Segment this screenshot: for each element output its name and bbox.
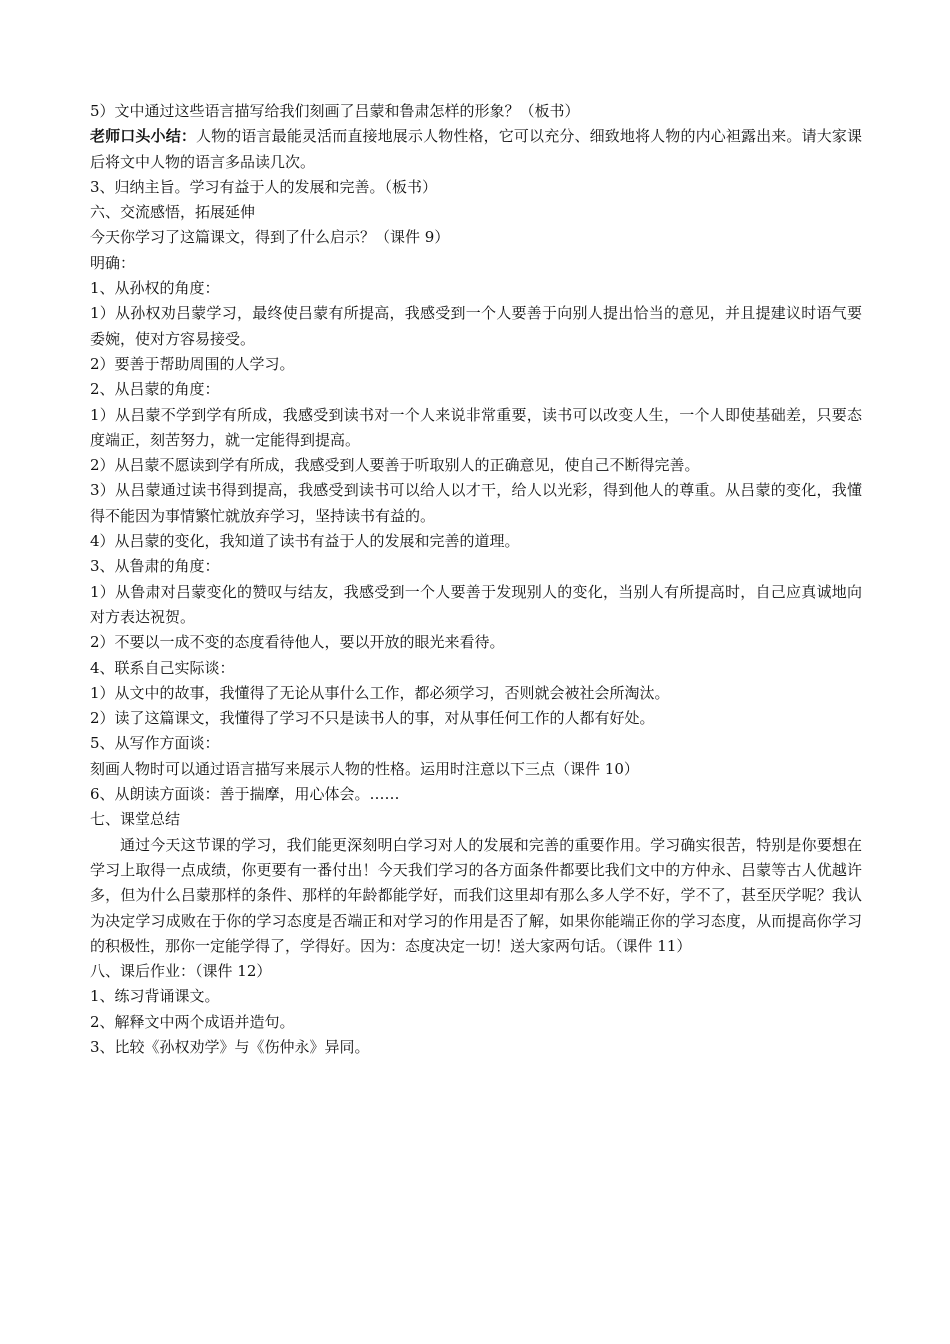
section-heading: 六、交流感悟，拓展延伸 [90, 203, 256, 222]
paragraph: 刻画人物时可以通过语言描写来展示人物的性格。运用时注意以下三点（课件 10） [90, 759, 639, 778]
subheading: 4、联系自己实际谈： [90, 658, 235, 677]
paragraph: 4）从吕蒙的变化，我知道了读书有益于人的发展和完善的道理。 [90, 532, 520, 551]
paragraph: 1）从鲁肃对吕蒙变化的赞叹与结友，我感受到一个人要善于发现别人的变化，当别人有所提高时，自己应真诚地向对方表达祝贺。 [90, 582, 862, 626]
paragraph: 1）从文中的故事，我懂得了无论从事什么工作，都必须学习，否则就会被社会所淘汰。 [90, 683, 670, 702]
paragraph: 2）从吕蒙不愿读到学有所成，我感受到人要善于听取别人的正确意见，使自己不断得完善。 [90, 456, 700, 475]
paragraph: 5）文中通过这些语言描写给我们刻画了吕蒙和鲁肃怎样的形象？（板书） [90, 102, 580, 120]
section-heading: 八、课后作业：（课件 12） [90, 962, 272, 981]
paragraph: 明确： [90, 253, 136, 272]
document-page [90, 99, 862, 1060]
teacher-summary-label: 老师口头小结： [90, 127, 196, 146]
paragraph: 今天你学习了这篇课文，得到了什么启示？（课件 9） [90, 228, 450, 247]
teacher-summary-text: 人物的语言最能灵活而直接地展示人物性格，它可以充分、细致地将人物的内心袒露出来。请大家课后将文中人物的语言多品读几次。 [90, 127, 862, 171]
section-heading: 七、课堂总结 [90, 810, 181, 829]
paragraph: 1）从吕蒙不学到学有所成，我感受到读书对一个人来说非常重要，读书可以改变人生，一个人即使基础差，只要态度端正，刻苦努力，就一定能得到提高。 [90, 405, 862, 449]
homework-item: 1、练习背诵课文。 [90, 987, 220, 1006]
paragraph: 2）要善于帮助周围的人学习。 [90, 354, 295, 373]
teacher-summary-paragraph [90, 124, 862, 175]
subheading: 3、从鲁肃的角度： [90, 557, 220, 576]
subheading: 2、从吕蒙的角度： [90, 380, 220, 399]
paragraph: 1）从孙权劝吕蒙学习，最终使吕蒙有所提高，我感受到一个人要善于向别人提出恰当的意见，并且提建议时语气要委婉，使对方容易接受。 [90, 304, 862, 348]
paragraph: 2）读了这篇课文，我懂得了学习不只是读书人的事，对从事任何工作的人都有好处。 [90, 709, 655, 728]
paragraph: 2）不要以一成不变的态度看待他人，要以开放的眼光来看待。 [90, 633, 505, 652]
paragraph: 6、从朗读方面谈：善于揣摩，用心体会。…… [90, 785, 400, 804]
paragraph: 3）从吕蒙通过读书得到提高，我感受到读书可以给人以才干，给人以光彩，得到他人的尊重。从吕蒙的变化，我懂得不能因为事情繁忙就放弃学习，坚持读书有益的。 [90, 481, 862, 525]
homework-item: 2、解释文中两个成语并造句。 [90, 1012, 295, 1031]
subheading: 1、从孙权的角度： [90, 279, 220, 298]
homework-item: 3、比较《孙权劝学》与《伤仲永》异同。 [90, 1037, 370, 1056]
summary-paragraph: 通过今天这节课的学习，我们能更深刻明白学习对人的发展和完善的重要作用。学习确实很苦，特别是你要想在学习上取得一点成绩，你更要有一番付出！今天我们学习的各方面条件都要比我们文中的方仲永、吕蒙等古人优越许多，但为什么吕蒙那样的条件、那样的年龄都能学好，而我们这里却有那么多人学不好，学不了，甚至厌学呢？我认为决定学习成败在于你的学习态度是否端正和对学习的作用是否了解，如果你能端正你的学习态度，从而提高你学习的积极性，那你一定能学得了，学得好。因为：态度决定一切！送大家两句话。（课件 11） [90, 835, 862, 955]
paragraph: 3、归纳主旨。学习有益于人的发展和完善。（板书） [90, 177, 438, 196]
subheading: 5、从写作方面谈： [90, 734, 220, 753]
